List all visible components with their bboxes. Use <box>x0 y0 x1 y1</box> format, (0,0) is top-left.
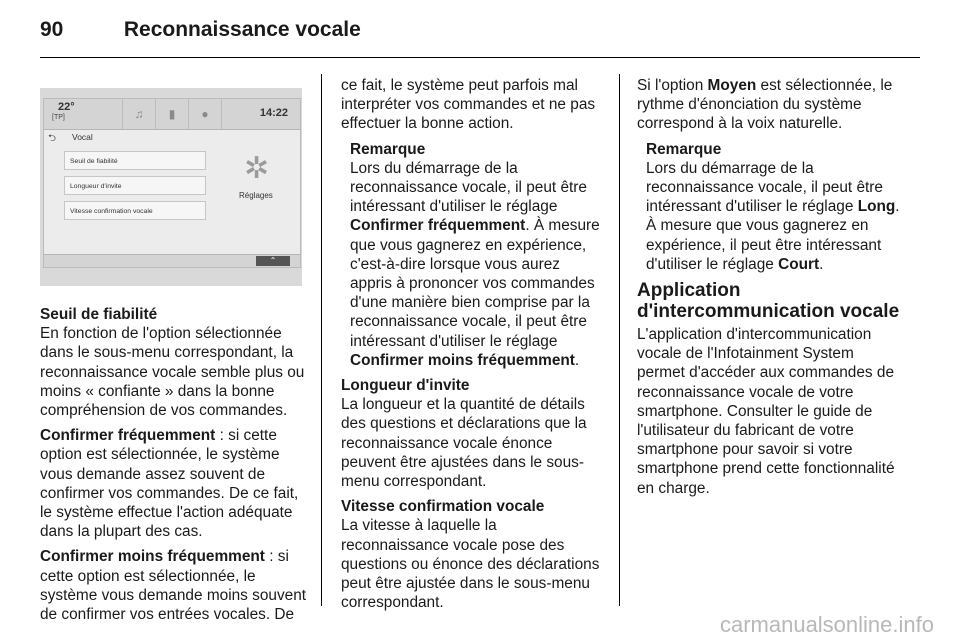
moyen-paragraph <box>637 76 903 134</box>
column-1 <box>40 305 308 630</box>
section-seuil <box>40 305 308 420</box>
vitesse-text: La vitesse à laquelle la reconnaissance vocale pose des questions ou énonce des déclarations peut être ajustée dans le sous-menu correspondant. <box>341 517 600 612</box>
column-2 <box>341 76 605 618</box>
moyen-text-1: Si l'option <box>637 77 708 94</box>
menu-item-vitesse: Vitesse confirmation vocale <box>64 201 206 220</box>
app-text: L'application d'intercommunication vocale de l'Infotainment System permet d'accéder aux commandes de reconnaissance vocale de votre smartphone. Consulter le guide de l'utilisateur du fabricant de votre smartphone pour savoir si votre smartphone prend cette fonctionnalité en charge. <box>637 326 895 497</box>
confirmer-frequemment-text: : si cette option est sélectionnée, le système vous demande assez souvent de confirmer vos commandes. De ce fait, le système effectue l'action adéquate dans la plupart des cas. <box>40 427 299 541</box>
note2-text-1: Lors du démarrage de la reconnaissance vocale, il peut être intéressant d'utiliser le réglage <box>646 159 883 216</box>
note-term-2: Confirmer moins fréquemment <box>350 351 575 369</box>
temperature: 22° <box>58 101 75 113</box>
menu-item-seuil: Seuil de fiabilité <box>64 151 206 170</box>
continuation-text: ce fait, le système peut parfois mal interpréter vos commandes et ne pas effectuer la bonne action. <box>341 77 596 133</box>
note-block <box>350 140 605 370</box>
tp-indicator: [TP] <box>52 114 65 121</box>
clock: 14:22 <box>259 107 288 119</box>
longueur-text: La longueur et la quantité de détails des questions et déclarations que la reconnaissance vocale énonce peuvent être ajustées dans le sous-menu correspondant. <box>341 396 587 491</box>
watermark: carmanualsonline.info <box>719 612 934 637</box>
confirmer-frequemment-paragraph <box>40 426 308 541</box>
vitesse-heading: Vitesse confirmation vocale <box>341 498 545 516</box>
moyen-term: Moyen <box>707 77 757 94</box>
note2-text-2: . À mesure que vous gagnerez en expérience, il peut être intéressant d'utiliser le réglage <box>646 198 900 273</box>
note2-term-1: Long <box>857 198 896 216</box>
confirmer-moins-text: : si cette option est sélectionnée, le système vous demande moins souvent de confirmer vos entrées vocales. De <box>40 548 307 624</box>
column-3 <box>637 76 903 504</box>
screen <box>43 98 301 268</box>
back-arrow-icon: ⮌ <box>48 133 57 144</box>
page-number: 90 <box>40 18 64 41</box>
music-note-icon: ♫ <box>122 99 155 129</box>
column-divider-2 <box>619 74 620 606</box>
status-bar <box>44 99 300 130</box>
note-term-1: Confirmer fréquemment <box>350 217 526 235</box>
section-vitesse <box>341 497 605 612</box>
note-block-2 <box>646 140 903 274</box>
seuil-heading: Seuil de fiabilité <box>40 306 158 323</box>
note-text-3: . <box>574 351 580 369</box>
menu-item-longueur: Longueur d'invite <box>64 176 206 195</box>
gear-icon: ✲ <box>244 152 270 185</box>
header-rule <box>40 57 920 58</box>
confirmer-moins-paragraph <box>40 547 308 624</box>
note-text-1: Lors du démarrage de la reconnaissance vocale, il peut être intéressant d'utiliser le réglage <box>350 159 587 216</box>
note-heading: Remarque <box>350 140 426 158</box>
app-heading: Application d'intercommunication vocale <box>637 280 900 323</box>
longueur-heading: Longueur d'invite <box>341 377 470 395</box>
chevron-up-icon: ⌃ <box>256 256 290 266</box>
confirmer-moins-term: Confirmer moins fréquemment <box>40 548 265 566</box>
phone-icon: ▮ <box>155 99 188 129</box>
note-text-2: . À mesure que vous gagnerez en expérience, c'est-à-dire lorsque vous aurez appris à prononcer vos commandes d'une manière bien comprise par la reconnaissance vocale, il peut être intéressant d'utiliser le réglage <box>350 217 600 350</box>
note-heading-2: Remarque <box>646 140 722 158</box>
seuil-text: En fonction de l'option sélectionnée dans le sous-menu correspondant, la reconnaissance vocale semble plus ou moins « confiante » dans la bonne compréhension de vos commandes. <box>40 325 305 420</box>
screen-bottombar <box>44 254 300 267</box>
moyen-text-2: est sélectionnée, le rythme d'énonciation du système correspond à la voix naturelle. <box>637 77 893 133</box>
page-title: Reconnaissance vocale <box>123 18 361 41</box>
column-divider-1 <box>321 74 322 606</box>
note2-text-3: . <box>819 255 824 273</box>
confirmer-frequemment-term: Confirmer fréquemment <box>40 427 216 445</box>
section-longueur <box>341 376 605 491</box>
page-header <box>40 18 361 42</box>
note2-term-2: Court <box>778 255 820 273</box>
screen-titlebar <box>44 130 300 146</box>
settings-label: Réglages <box>239 191 273 200</box>
infotainment-screenshot <box>40 88 302 286</box>
screen-title: Vocal <box>72 132 93 142</box>
circle-icon: ● <box>188 99 222 129</box>
